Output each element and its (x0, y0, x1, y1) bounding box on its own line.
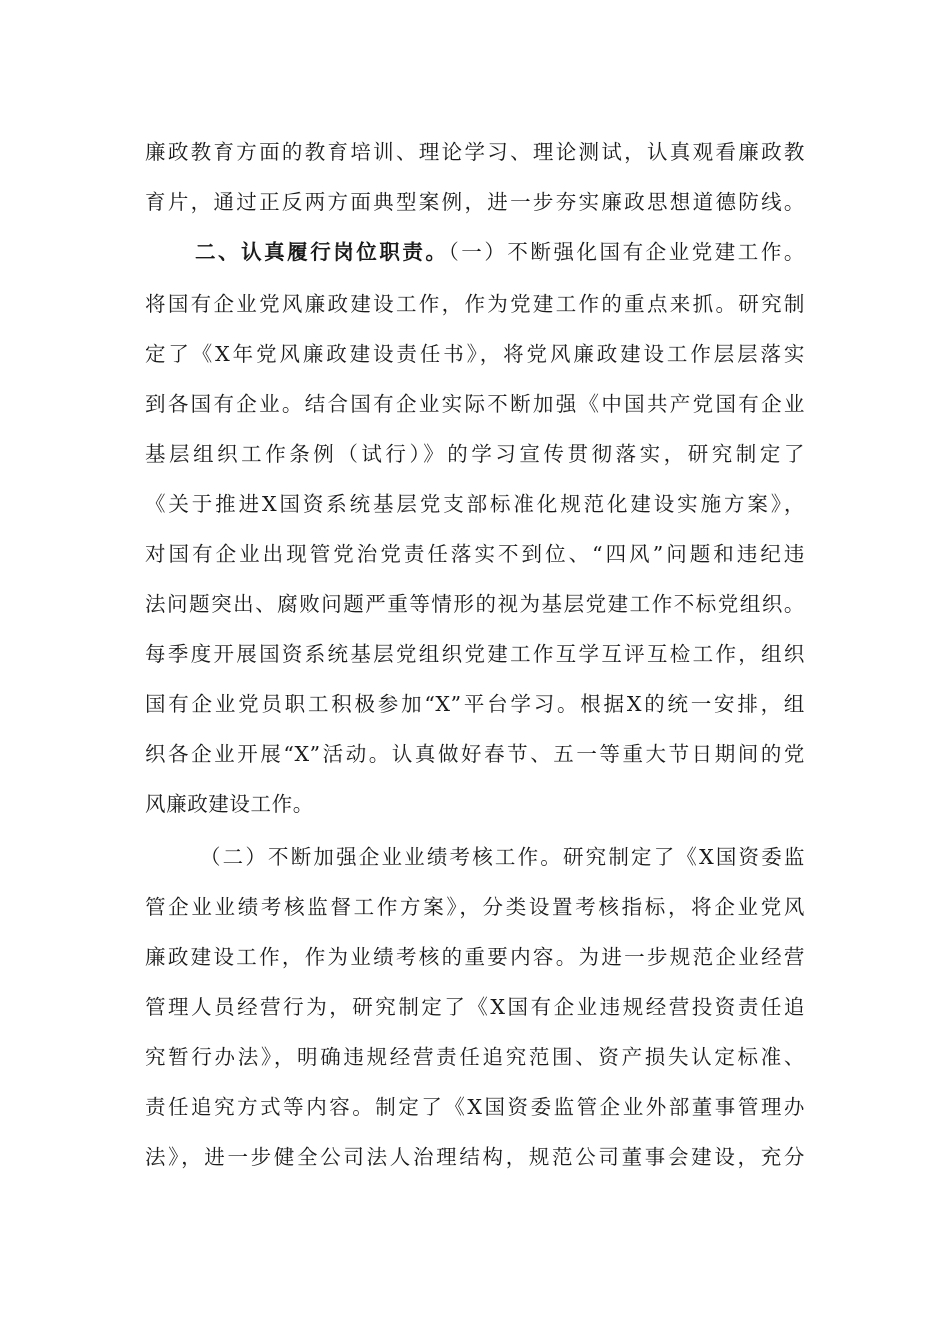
section-line-heading (195, 227, 805, 277)
body-line-2: 育片，通过正反两方面典型案例，进一步夯实廉政思想道德防线。 (145, 190, 805, 214)
body-line-13: 织各企业开展“X”活动。认真做好春节、五一等重大节日期间的党 (145, 742, 805, 766)
body-line-21: 法》，进一步健全公司法人治理结构，规范公司董事会建设，充分 (145, 1145, 805, 1169)
body-line-11: 每季度开展国资系统基层党组织党建工作互学互评互检工作，组织 (145, 642, 805, 666)
body-line-8: 《关于推进X国资系统基层党支部标准化规范化建设实施方案》， (145, 492, 805, 516)
body-line-1: 廉政教育方面的教育培训、理论学习、理论测试，认真观看廉政教 (145, 140, 805, 164)
paragraph-2-first-line: （二）不断加强企业业绩考核工作。研究制定了《X国资委监 (200, 845, 805, 869)
section-heading: 二、认真履行岗位职责。 (195, 240, 449, 264)
body-line-12: 国有企业党员职工积极参加“X”平台学习。根据X的统一安排，组 (145, 692, 805, 716)
body-line-6: 到各国有企业。结合国有企业实际不断加强《中国共产党国有企业 (145, 392, 805, 416)
body-line-5: 定了《X年党风廉政建设责任书》，将党风廉政建设工作层层落实 (145, 342, 805, 366)
body-line-7: 基层组织工作条例（试行）》的学习宣传贯彻落实，研究制定了 (145, 442, 805, 466)
body-line-10: 法问题突出、腐败问题严重等情形的视为基层党建工作不标党组织。 (145, 592, 805, 616)
body-line-18: 管理人员经营行为，研究制定了《X国有企业违规经营投资责任追 (145, 995, 805, 1019)
body-line-20: 责任追究方式等内容。制定了《X国资委监管企业外部董事管理办 (145, 1095, 805, 1119)
body-line-9: 对国有企业出现管党治党责任落实不到位、“四风”问题和违纪违 (145, 542, 805, 566)
body-line-19: 究暂行办法》，明确违规经营责任追究范围、资产损失认定标准、 (145, 1045, 805, 1069)
body-line-4: 将国有企业党风廉政建设工作，作为党建工作的重点来抓。研究制 (145, 292, 805, 316)
body-line-16: 管企业业绩考核监督工作方案》，分类设置考核指标，将企业党风 (145, 895, 805, 919)
body-line-17: 廉政建设工作，作为业绩考核的重要内容。为进一步规范企业经营 (145, 945, 805, 969)
section-subheading: （一）不断强化国有企业党建工作。 (448, 240, 805, 264)
body-line-14: 风廉政建设工作。 (145, 792, 314, 816)
